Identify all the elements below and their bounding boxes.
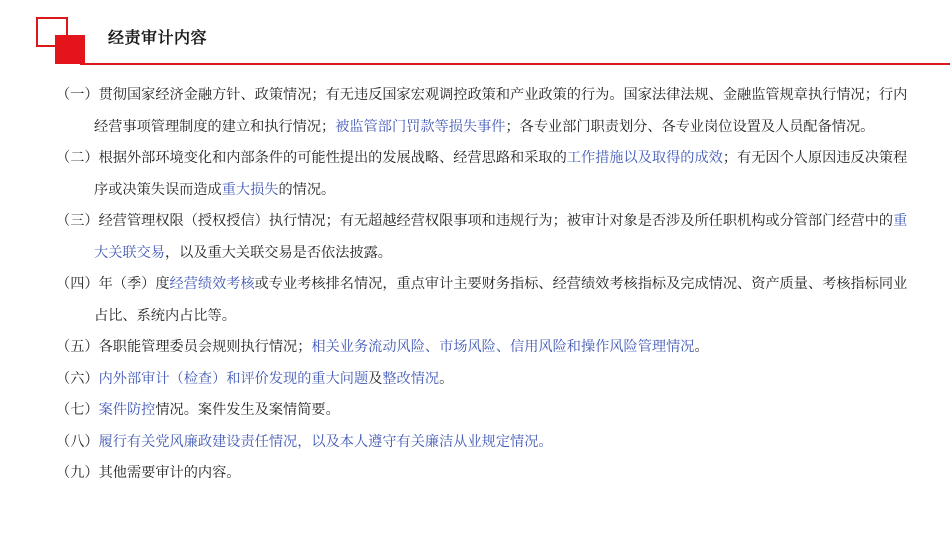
item-text: 年（季）度 <box>98 276 170 292</box>
header-divider <box>80 63 950 65</box>
item-highlight: 内外部审计（检查）和评价发现的重大问题 <box>98 370 369 387</box>
item-number: （五） <box>56 339 99 355</box>
item-text: ，以及重大关联交易是否依法披露。 <box>164 244 392 261</box>
list-item-6 <box>56 364 916 396</box>
list-item-3 <box>56 206 916 269</box>
item-number: （七） <box>56 402 99 418</box>
list-item-2 <box>56 143 916 206</box>
item-text: 其他需要审计的内容。 <box>98 465 241 481</box>
item-highlight: 被监管部门罚款等损失事件 <box>335 118 506 135</box>
item-number: （三） <box>56 213 99 229</box>
list-item-5 <box>56 332 916 364</box>
item-text: 各职能管理委员会规则执行情况； <box>98 339 312 355</box>
item-text: ；各专业部门职责划分、各专业岗位设置及人员配备情况。 <box>505 118 875 135</box>
item-number: （一） <box>56 87 99 103</box>
list-item-4 <box>56 269 916 332</box>
item-number: （九） <box>56 465 99 481</box>
list-item-7 <box>56 395 916 427</box>
list-item-9 <box>56 458 916 490</box>
list-item-8 <box>56 427 916 459</box>
list-item-1 <box>56 80 916 143</box>
item-highlight: 重大损失 <box>221 181 279 198</box>
item-highlight: 经营绩效考核 <box>169 276 255 292</box>
item-number: （六） <box>56 370 99 387</box>
item-text: ；有无因个人原因违反决策程序或决策失误而造成 <box>94 150 908 198</box>
item-text: 贯彻国家经济金融方针、政策情况；有无违反国家宏观调控政策和产业政策的行为。国家法律法规、金融监管规章执行情况；行内经营事项管理制度的建立和执行情况； <box>94 87 908 135</box>
item-text: 的情况。 <box>278 181 336 198</box>
item-highlight: 重大关联交易 <box>94 213 908 261</box>
item-text: 。 <box>439 370 454 387</box>
item-text: 或专业考核排名情况，重点审计主要财务指标、经营绩效考核指标及完成情况、资产质量、考核指标同业占比、系统内占比等。 <box>94 276 908 324</box>
item-text: 。 <box>694 339 709 355</box>
item-text: 及 <box>368 370 383 387</box>
content-list <box>56 80 916 490</box>
item-highlight: 案件防控 <box>98 402 156 418</box>
item-text: 情况。案件发生及案情简要。 <box>155 402 340 418</box>
item-text: 经营管理权限（授权授信）执行情况；有无超越经营权限事项和违规行为；被审计对象是否涉及所任职机构或分管部门经营中的 <box>98 213 894 229</box>
item-number: （四） <box>56 276 99 292</box>
item-highlight: 整改情况 <box>382 370 440 387</box>
item-number: （八） <box>56 433 99 450</box>
logo-red-square <box>55 35 85 64</box>
item-highlight: 相关业务流动风险、市场风险、信用风险和操作风险管理情况 <box>311 339 695 355</box>
item-highlight: 履行有关党风廉政建设责任情况，以及本人遵守有关廉洁从业规定情况。 <box>98 433 553 450</box>
page-title: 经责审计内容 <box>108 28 208 47</box>
item-number: （二） <box>56 150 99 166</box>
item-text: 根据外部环境变化和内部条件的可能性提出的发展战略、经营思路和采取的 <box>98 150 567 166</box>
item-highlight: 工作措施以及取得的成效 <box>566 150 723 166</box>
